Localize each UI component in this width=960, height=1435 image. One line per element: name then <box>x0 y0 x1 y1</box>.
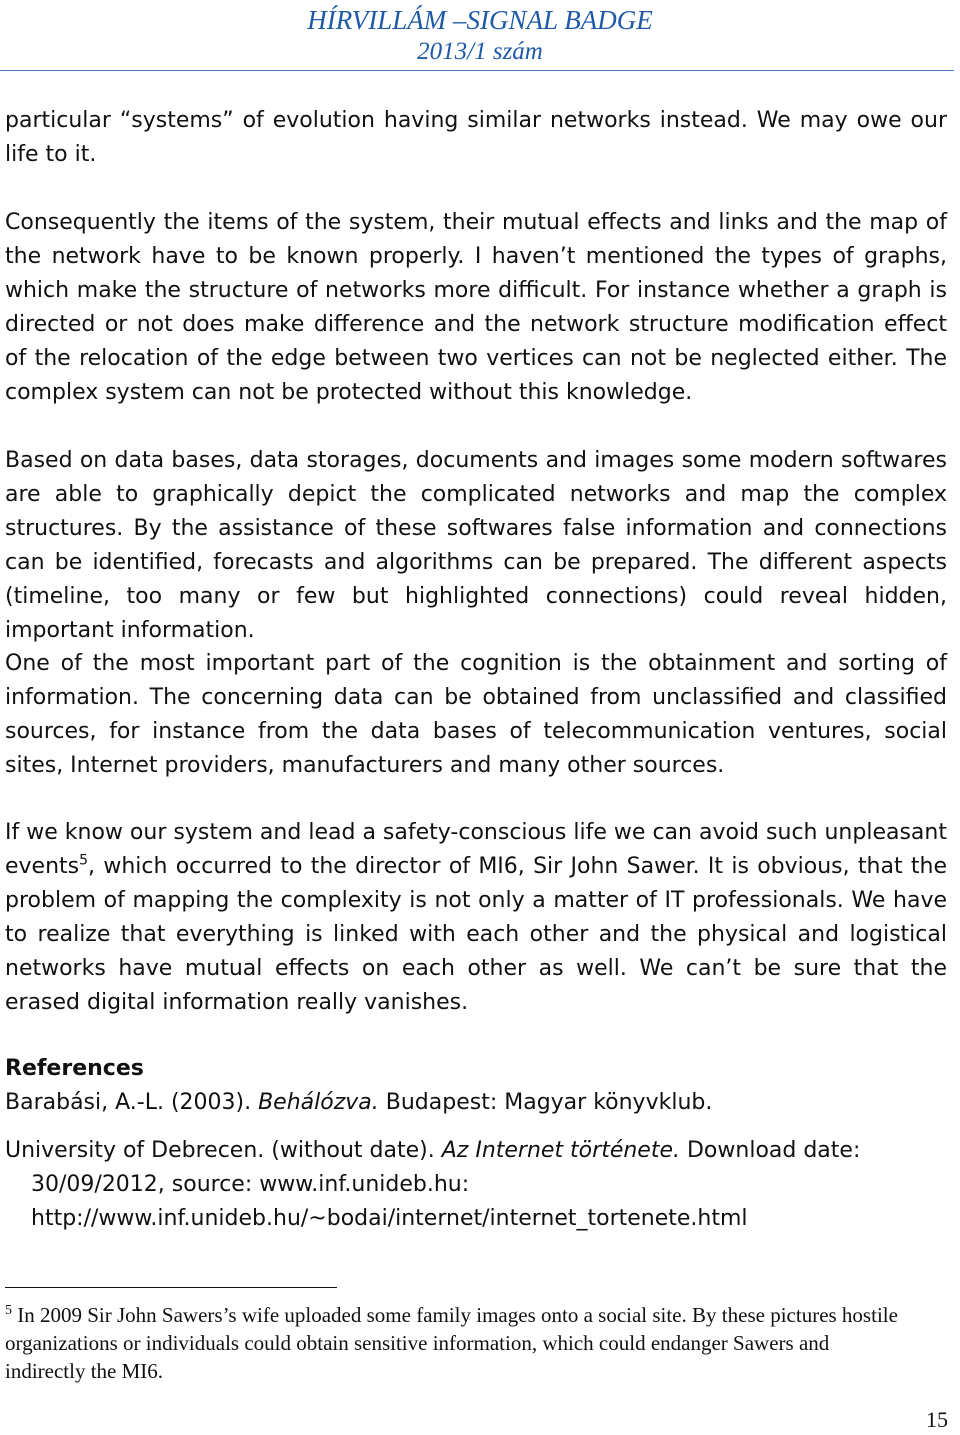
footnote-reference: 5 <box>79 852 89 869</box>
reference-source: Download date: 30/09/2012, source: www.inf.unideb.hu: http://www.inf.unideb.hu/~bodai/internet/internet_tortenete.html <box>31 1138 861 1231</box>
reference-title: Behálózva. <box>258 1090 379 1115</box>
reference-author: University of Debrecen. (without date). <box>5 1138 442 1163</box>
paragraph-2: Consequently the items of the system, their mutual effects and links and the map of the network have to be known properly. I haven’t mentioned the types of graphs, which make the structure of networks more difficult. For instance whether a graph is directed or not does make difference and the network structure modification effect of the relocation of the edge between two vertices can not be neglected either. The complex system can not be protected without this knowledge. <box>5 210 947 405</box>
journal-title: HÍRVILLÁM –SIGNAL BADGE <box>307 5 653 35</box>
references-heading: References <box>5 1056 144 1081</box>
page-number: 15 <box>926 1407 948 1432</box>
reference-entry <box>5 1086 945 1120</box>
paragraph-5 <box>5 816 947 1020</box>
journal-issue: 2013/1 szám <box>417 38 543 65</box>
reference-author: Barabási, A.-L. (2003). <box>5 1090 259 1115</box>
footnote-marker: 5 <box>5 1303 12 1318</box>
footnote <box>5 1301 905 1385</box>
paragraph-5-text-end: , which occurred to the director of MI6, Sir John Sawer. It is obvious, that the problem of mapping the complexity is not only a matter of IT professionals. We have to realize that everything is linked with each other and the physical and logistical networks have mutual effects on each other as well. We can’t be sure that the erased digital information really vanishes. <box>5 854 947 1015</box>
reference-publisher: Budapest: Magyar könyvklub. <box>378 1090 713 1115</box>
paragraph-4: One of the most important part of the cognition is the obtainment and sorting of information. The concerning data can be obtained from unclassified and classified sources, for instance from the data bases of telecommunication ventures, social sites, Internet providers, manufacturers and many other sources. <box>5 651 947 778</box>
reference-title: Az Internet története. <box>441 1138 680 1163</box>
reference-entry <box>5 1134 931 1236</box>
footnote-divider <box>5 1287 337 1288</box>
footnote-text: In 2009 Sir John Sawers’s wife uploaded some family images onto a social site. By these pictures hostile organizations or individuals could obtain sensitive information, which could endanger Sawers and indirectly the MI6. <box>5 1303 898 1383</box>
paragraph-1: particular “systems” of evolution having similar networks instead. We may owe our life to it. <box>5 108 947 167</box>
paragraph-5-text-start: If we know our system and lead a safety-conscious life we can avoid such unpleasant events <box>5 820 947 879</box>
header-divider <box>0 70 954 71</box>
paragraph-3: Based on data bases, data storages, documents and images some modern softwares are able to graphically depict the complicated networks and map the complex structures. By the assistance of these softwares false information and connections can be identified, forecasts and algorithms can be prepared. The different aspects (timeline, too many or few but highlighted connections) could reveal hidden, important information. <box>5 448 947 643</box>
